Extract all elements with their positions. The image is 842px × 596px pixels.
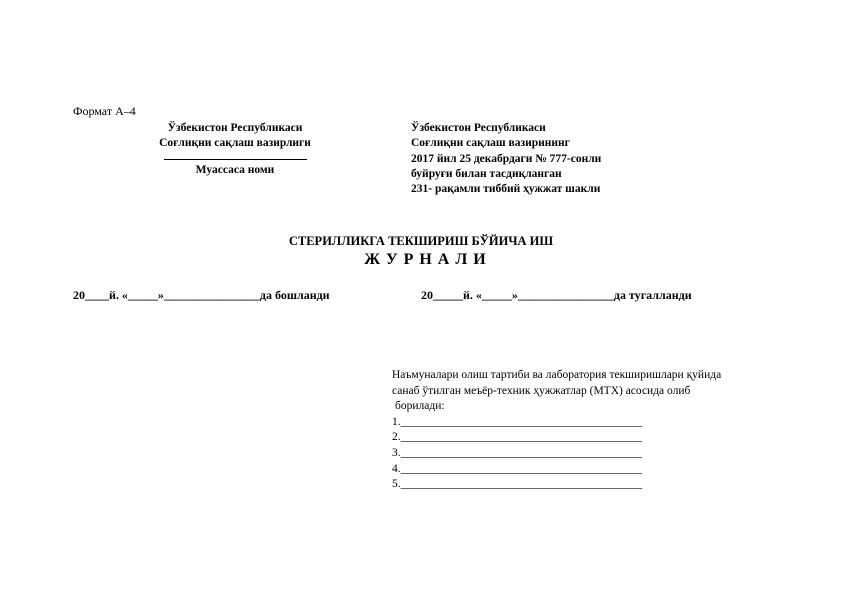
journal-subtitle: ЖУРНАЛИ [364, 251, 492, 268]
notes-list-item: 4.__________________________________________ [392, 462, 643, 475]
institution-name-line [164, 159, 307, 160]
notes-list-item: 3.__________________________________________ [392, 446, 643, 459]
right-header-line: 2017 йил 25 декабрдаги № 777-сонли [411, 152, 602, 165]
notes-list-item: 5.__________________________________________ [392, 478, 643, 491]
end-date-field: 20_____й. «_____»________________да тугалланди [421, 288, 692, 302]
right-header-line: 231- рақамли тиббий ҳужжат шакли [411, 183, 601, 196]
notes-list-item: 1.__________________________________________ [392, 415, 643, 428]
format-label: Формат А–4 [73, 104, 136, 118]
right-header [411, 121, 601, 197]
journal-title: СТЕРИЛЛИКГА ТЕКШИРИШ БЎЙИЧА ИШ [288, 234, 554, 248]
right-header-line: Ўзбекистон Республикаси [411, 122, 546, 134]
notes-text-line: борилади: [395, 400, 445, 413]
left-header [130, 121, 340, 178]
left-ministry: Соғлиқни сақлаш вазирлиги [159, 137, 311, 149]
notes-text-line: Наъмуналари олиш тартиби ва лаборатория текширишлари қуйида [392, 369, 722, 381]
institution-name-label: Муассаса номи [195, 164, 275, 176]
notes-text-line: санаб ўтилган меъёр-техник ҳужжатлар (МТХ) асосида олиб [392, 384, 691, 397]
notes-block [392, 368, 721, 493]
notes-list-item: 2.__________________________________________ [392, 431, 643, 444]
right-header-line: буйруғи билан тасдиқланган [411, 167, 562, 180]
right-header-line: Соғлиқни сақлаш вазирининг [411, 137, 570, 150]
start-date-field: 20____й. «_____»________________да бошланди [73, 288, 330, 302]
left-republic: Ўзбекистон Республикаси [167, 122, 303, 134]
